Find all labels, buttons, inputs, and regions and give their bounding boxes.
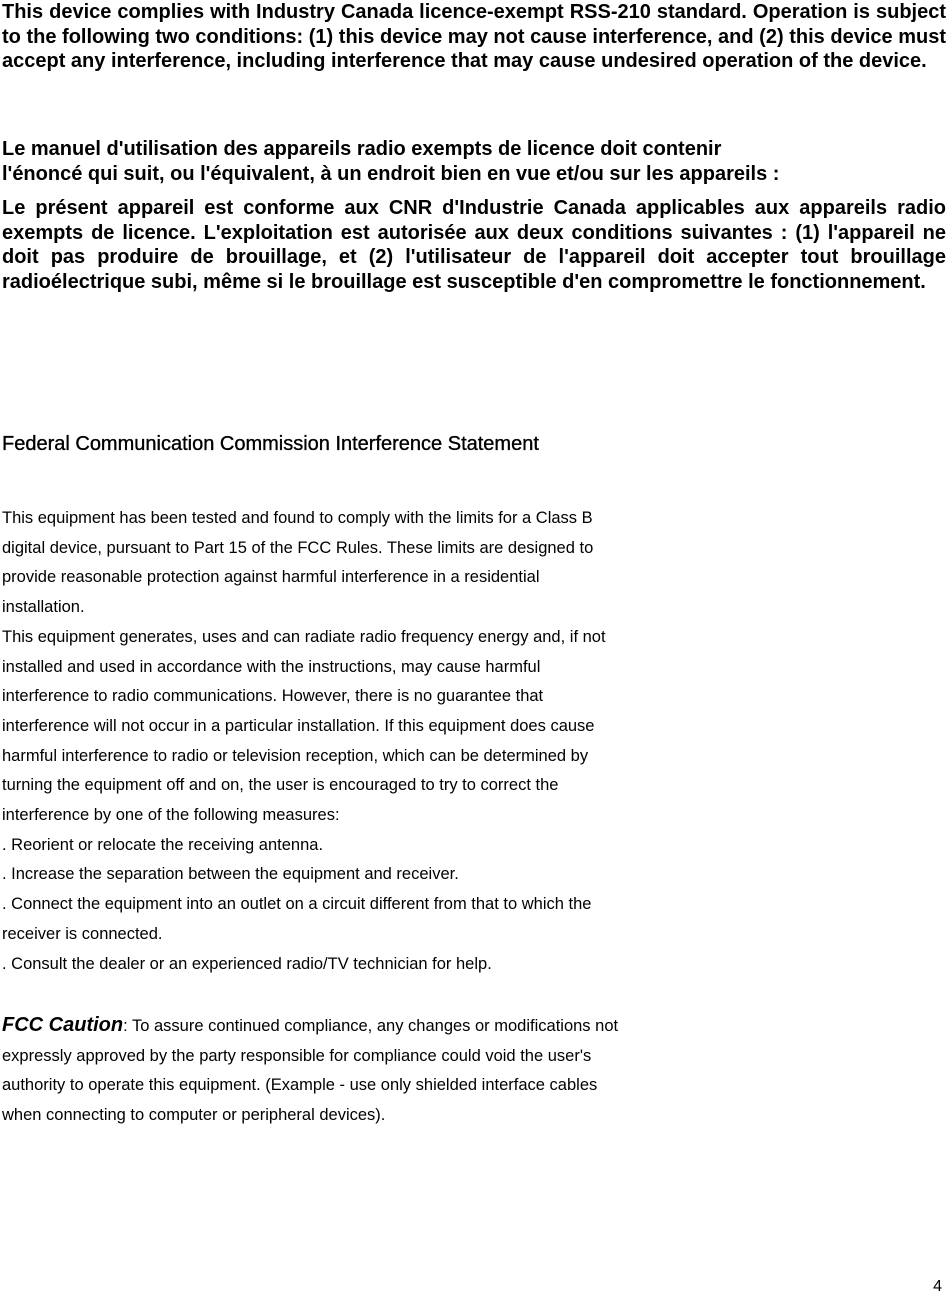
fcc-body-line: interference to radio communications. However, there is no guarantee that xyxy=(2,687,544,706)
fcc-heading: Federal Communication Commission Interference Statement xyxy=(2,433,539,455)
fcc-interference-statement xyxy=(2,504,832,979)
manual-requirement-line-1: Le manuel d'utilisation des appareils radio exempts de licence doit contenir xyxy=(2,138,722,160)
fcc-measure-item: . Reorient or relocate the receiving antenna. xyxy=(2,835,324,854)
ic-manual-requirement xyxy=(2,137,946,186)
manual-requirement-line-2: l'énoncé qui suit, ou l'équivalent, à un endroit bien en vue et/ou sur les appareils : xyxy=(2,162,780,185)
fcc-caution xyxy=(2,1011,832,1131)
fcc-caution-label: FCC Caution xyxy=(2,1014,124,1036)
fcc-caution-line: expressly approved by the party responsible for compliance could void the user's xyxy=(2,1046,592,1065)
fcc-body-line: installation. xyxy=(2,598,85,617)
fcc-body-line: interference will not occur in a particular installation. If this equipment does cause xyxy=(2,716,595,735)
fcc-body-line: turning the equipment off and on, the user is encouraged to try to correct the xyxy=(2,776,559,795)
ic-english-statement: This device complies with Industry Canada licence-exempt RSS-210 standard. Operation is subject to the following two conditions: (1) this device may not cause interference, and (2) this device must accept any interference, including interference that may cause undesired operation of the device. xyxy=(2,1,946,72)
fcc-caution-line: authority to operate this equipment. (Example - use only shielded interface cables xyxy=(2,1076,598,1095)
fcc-measure-item: . Connect the equipment into an outlet on a circuit different from that to which the xyxy=(2,895,592,914)
fcc-caution-text: : To assure continued compliance, any changes or modifications not xyxy=(123,1017,619,1035)
fcc-body-line: provide reasonable protection against harmful interference in a residential xyxy=(2,568,540,587)
fcc-body-line: harmful interference to radio or television reception, which can be determined by xyxy=(2,746,589,765)
fcc-measure-item: receiver is connected. xyxy=(2,924,163,943)
fcc-body-line: This equipment generates, uses and can radiate radio frequency energy and, if not xyxy=(2,627,606,646)
fcc-body-line: interference by one of the following measures: xyxy=(2,806,340,825)
fcc-measure-item: . Increase the separation between the equipment and receiver. xyxy=(2,865,459,884)
fcc-body-line: digital device, pursuant to Part 15 of the FCC Rules. These limits are designed to xyxy=(2,538,594,557)
fcc-caution-first-line xyxy=(2,1011,832,1042)
fcc-body-line: installed and used in accordance with the instructions, may cause harmful xyxy=(2,657,541,676)
fcc-measure-item: . Consult the dealer or an experienced radio/TV technician for help. xyxy=(2,954,492,973)
page-number: 4 xyxy=(933,1278,942,1295)
ic-french-statement: Le présent appareil est conforme aux CNR d'Industrie Canada applicables aux appareils radio exempts de licence. L'exploitation est autorisée aux deux conditions suivantes : (1) l'appareil ne doit pas produire de brouillage, et (2) l'utilisateur de l'appareil doit accepter tout brouillage radioélectrique subi, même si le brouillage est susceptible d'en compromettre le fonctionnement. xyxy=(2,197,946,293)
fcc-body-line: This equipment has been tested and found to comply with the limits for a Class B xyxy=(2,509,593,527)
fcc-caution-line: when connecting to computer or peripheral devices). xyxy=(2,1106,386,1125)
